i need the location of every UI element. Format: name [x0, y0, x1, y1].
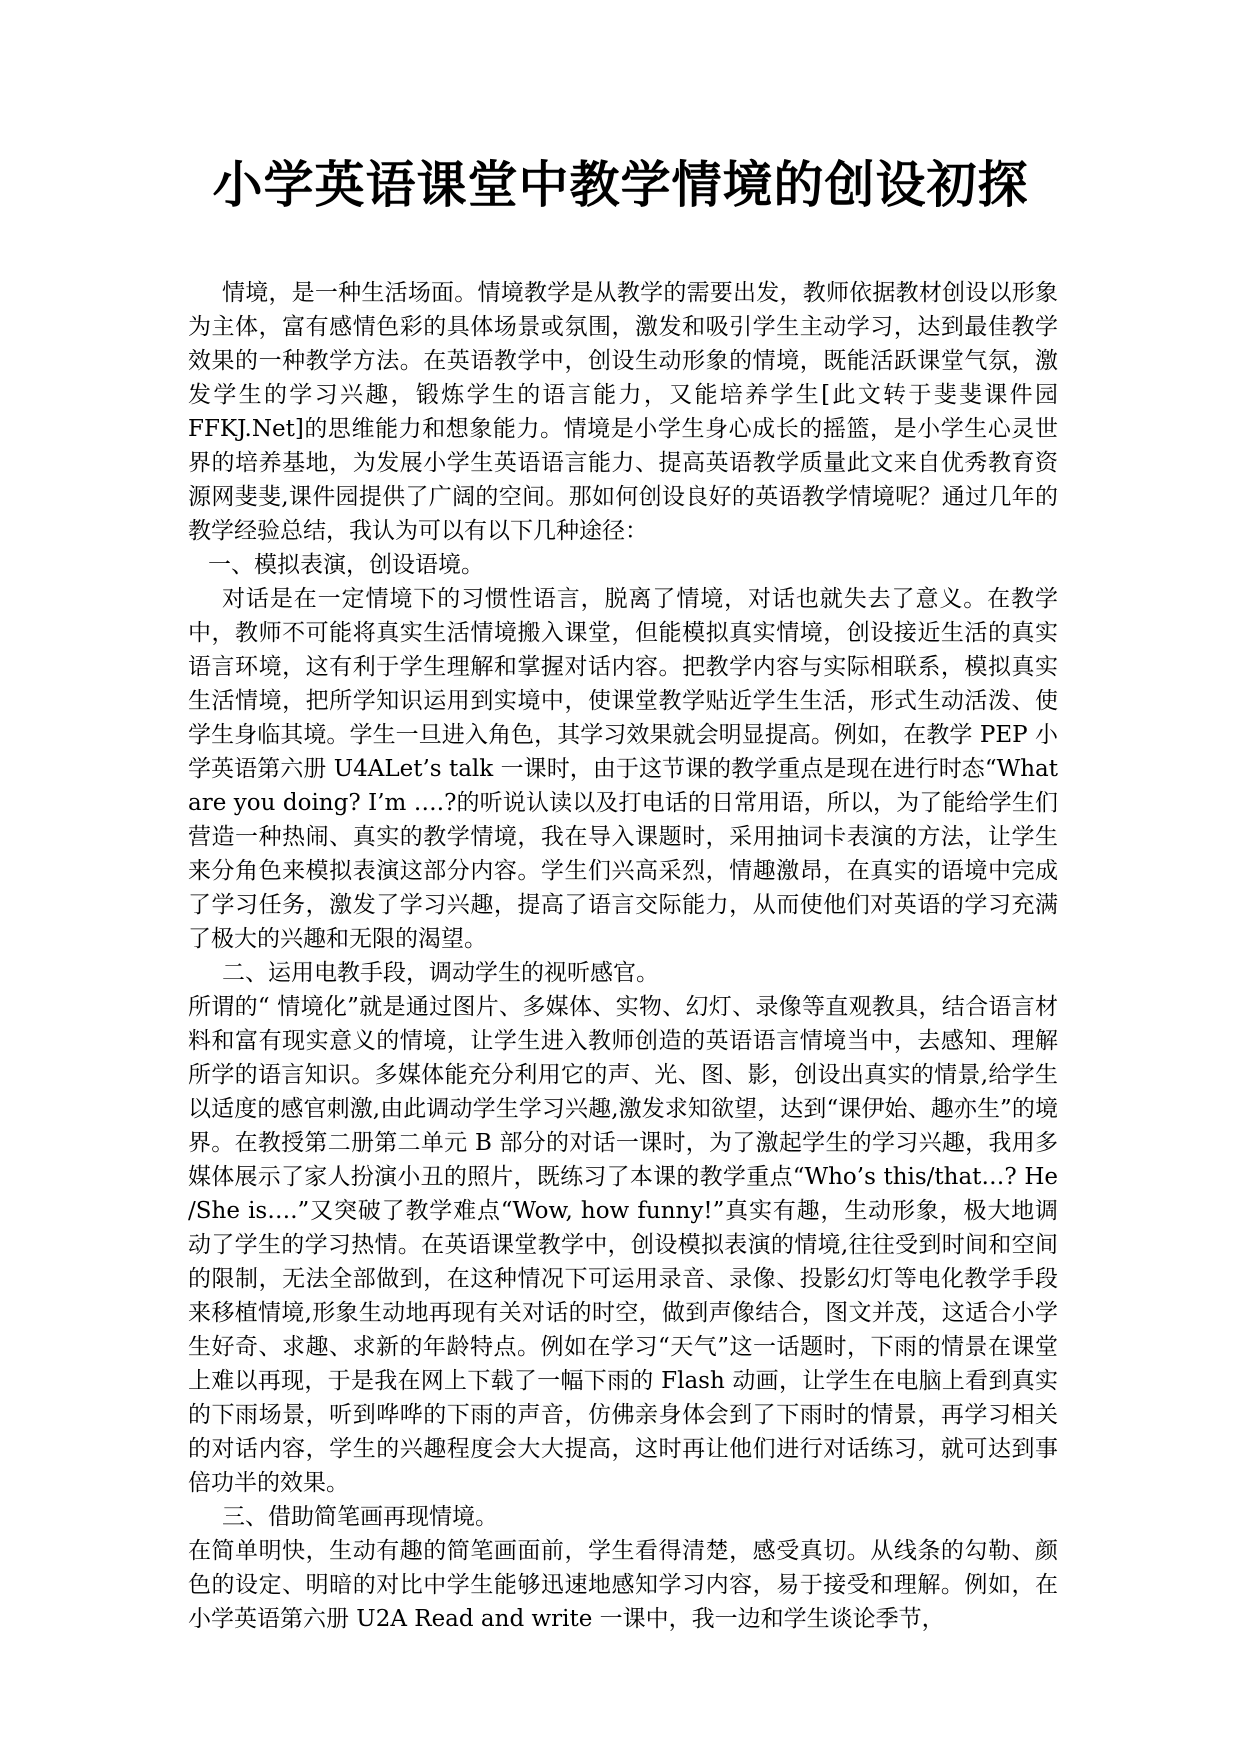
section-heading-3: 三、借助简笔画再现情境。: [222, 1504, 498, 1530]
paragraph-section-1: 对话是在一定情境下的习惯性语言，脱离了情境，对话也就失去了意义。在教学中，教师不可能将真实生活情境搬入课堂，但能模拟真实情境，创设接近生活的真实语言环境，这有利于学生理解和掌握对话内容。把教学内容与实际相联系，模拟真实生活情境，把所学知识运用到实境中，使课堂教学贴近学生生活，形式生动活泼、使学生身临其境。学生一旦进入角色，其学习效果就会明显提高。例如，在教学 PEP 小学英语第六册 U4ALet’s talk 一课时，由于这节课的教学重点是现在进行时态“What are you doing? I’m ….?的听说认读以及打电话的日常用语，所以，为了能给学生们营造一种热闹、真实的教学情境，我在导入课题时，采用抽词卡表演的方法，让学生来分角色来模拟表演这部分内容。学生们兴高采烈，情趣激昂，在真实的语境中完成了学习任务，激发了学习兴趣，提高了语言交际能力，从而使他们对英语的学习充满了极大的兴趣和无限的渴望。: [188, 586, 1058, 952]
section-heading-2: 二、运用电教手段，调动学生的视听感官。: [222, 960, 659, 986]
document-title: 小学英语课堂中教学情境的创设初探: [212, 156, 1029, 214]
section-heading-1: 一、模拟表演，创设语境。: [208, 552, 484, 578]
paragraph-intro: 情境，是一种生活场面。情境教学是从教学的需要出发，教师依据教材创设以形象为主体，富有感情色彩的具体场景或氛围，激发和吸引学生主动学习，达到最佳教学效果的一种教学方法。在英语教学中，创设生动形象的情境，既能活跃课堂气氛，激发学生的学习兴趣，锻炼学生的语言能力，又能培养学生[此文转于斐斐课件园 FFKJ.Net]的思维能力和想象能力。情境是小学生身心成长的摇篮，是小学生心灵世界的培养基地，为发展小学生英语语言能力、提高英语教学质量此文来自优秀教育资源网斐斐,课件园提供了广阔的空间。那如何创设良好的英语教学情境呢？通过几年的教学经验总结，我认为可以有以下几种途径：: [188, 280, 1058, 544]
paragraph-section-3: 在简单明快，生动有趣的简笔画面前，学生看得清楚，感受真切。从线条的勾勒、颜色的设定、明暗的对比中学生能够迅速地感知学习内容，易于接受和理解。例如，在小学英语第六册 U2A Read and write 一课中，我一边和学生谈论季节，: [188, 1538, 1058, 1632]
document-body: [188, 276, 1058, 1636]
paragraph-section-2: 所谓的“ 情境化”就是通过图片、多媒体、实物、幻灯、录像等直观教具，结合语言材料和富有现实意义的情境，让学生进入教师创造的英语语言情境当中，去感知、理解所学的语言知识。多媒体能充分利用它的声、光、图、影，创设出真实的情景,给学生以适度的感官刺激,由此调动学生学习兴趣,激发求知欲望，达到“课伊始、趣亦生”的境界。在教授第二册第二单元 B 部分的对话一课时，为了激起学生的学习兴趣，我用多媒体展示了家人扮演小丑的照片，既练习了本课的教学重点“Who’s this/that…? He /She is….”又突破了教学难点“Wow, how funny!”真实有趣，生动形象，极大地调动了学生的学习热情。在英语课堂教学中，创设模拟表演的情境,往往受到时间和空间的限制，无法全部做到，在这种情况下可运用录音、录像、投影幻灯等电化教学手段来移植情境,形象生动地再现有关对话的时空，做到声像结合，图文并茂，这适合小学生好奇、求趣、求新的年龄特点。例如在学习“天气”这一话题时，下雨的情景在课堂上难以再现，于是我在网上下载了一幅下雨的 Flash 动画，让学生在电脑上看到真实的下雨场景，听到哗哗的下雨的声音，仿佛亲身体会到了下雨时的情景，再学习相关的对话内容，学生的兴趣程度会大大提高，这时再让他们进行对话练习，就可达到事倍功半的效果。: [188, 994, 1058, 1496]
